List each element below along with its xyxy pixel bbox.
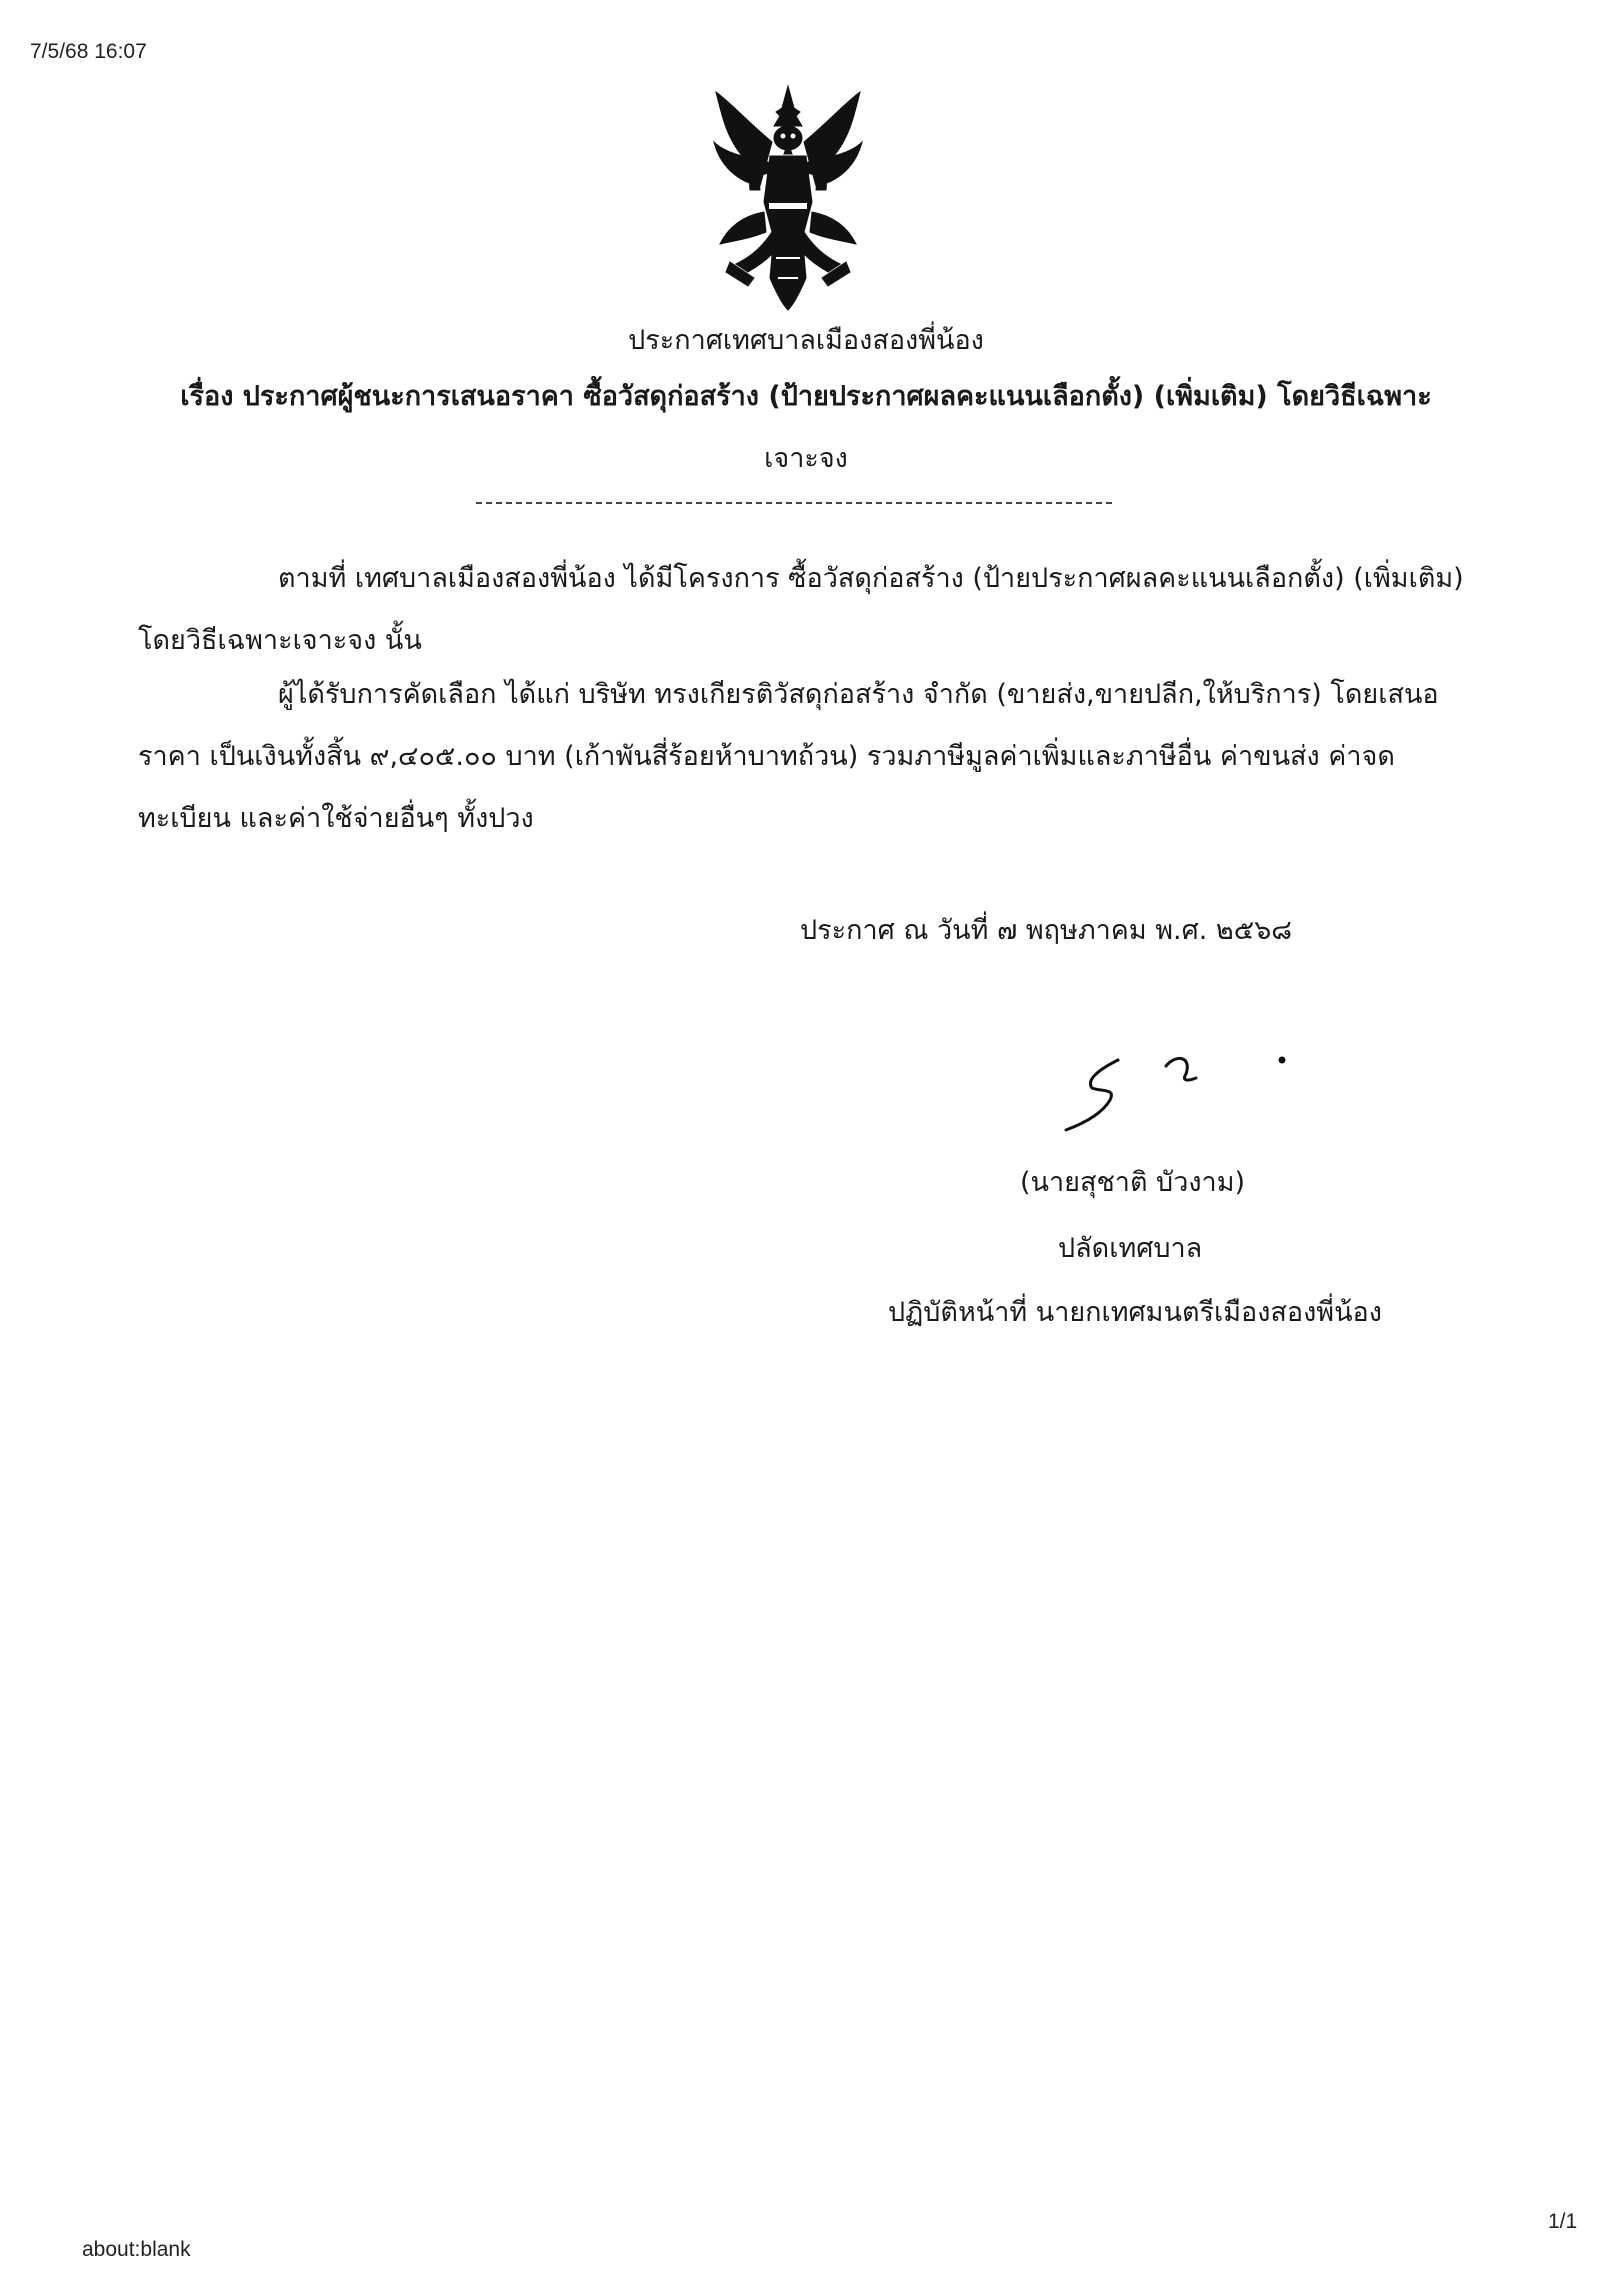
print-url: about:blank [82, 2238, 191, 2261]
announcement-subject-line2: เจาะจง [764, 443, 848, 474]
announcement-subject-line1: เรื่อง ประกาศผู้ชนะการเสนอราคา ซื้อวัสดุก่อสร้าง (ป้ายประกาศผลคะแนนเลือกตั้ง) (เพิ่มเติม) โดยวิธีเฉพาะ [180, 381, 1432, 412]
issued-date: ประกาศ ณ วันที่ ๗ พฤษภาคม พ.ศ. ๒๕๖๘ [800, 915, 1293, 946]
separator-rule [476, 502, 1112, 504]
announcement-organization: ประกาศเทศบาลเมืองสองพี่น้อง [628, 325, 984, 356]
signatory-acting-title: ปฏิบัติหน้าที่ นายกเทศมนตรีเมืองสองพี่น้อง [888, 1297, 1382, 1328]
handwritten-signature-icon [1058, 1040, 1298, 1140]
body-paragraph-1 [138, 548, 1468, 672]
signatory-name: (นายสุชาติ บัวงาม) [1020, 1167, 1246, 1198]
body-paragraph-2 [138, 664, 1468, 850]
garuda-emblem-icon [708, 82, 868, 314]
signatory-title: ปลัดเทศบาล [1058, 1233, 1203, 1264]
body-paragraph-2-text: ผู้ได้รับการคัดเลือก ได้แก่ บริษัท ทรงเกียรติวัสดุก่อสร้าง จำกัด (ขายส่ง,ขายปลีก,ให้บริการ) โดยเสนอราคา เป็นเงินทั้งสิ้น ๙,๔๐๕.๐๐ บาท (เก้าพันสี่ร้อยห้าบาทถ้วน) รวมภาษีมูลค่าเพิ่มและภาษีอื่น ค่าขนส่ง ค่าจดทะเบียน และค่าใช้จ่ายอื่นๆ ทั้งปวง [138, 679, 1439, 834]
print-page-number: 1/1 [1548, 2210, 1578, 2233]
body-paragraph-1-text: ตามที่ เทศบาลเมืองสองพี่น้อง ได้มีโครงการ ซื้อวัสดุก่อสร้าง (ป้ายประกาศผลคะแนนเลือกตั้ง) (เพิ่มเติม) โดยวิธีเฉพาะเจาะจง นั้น [138, 563, 1464, 656]
print-timestamp: 7/5/68 16:07 [30, 40, 147, 63]
